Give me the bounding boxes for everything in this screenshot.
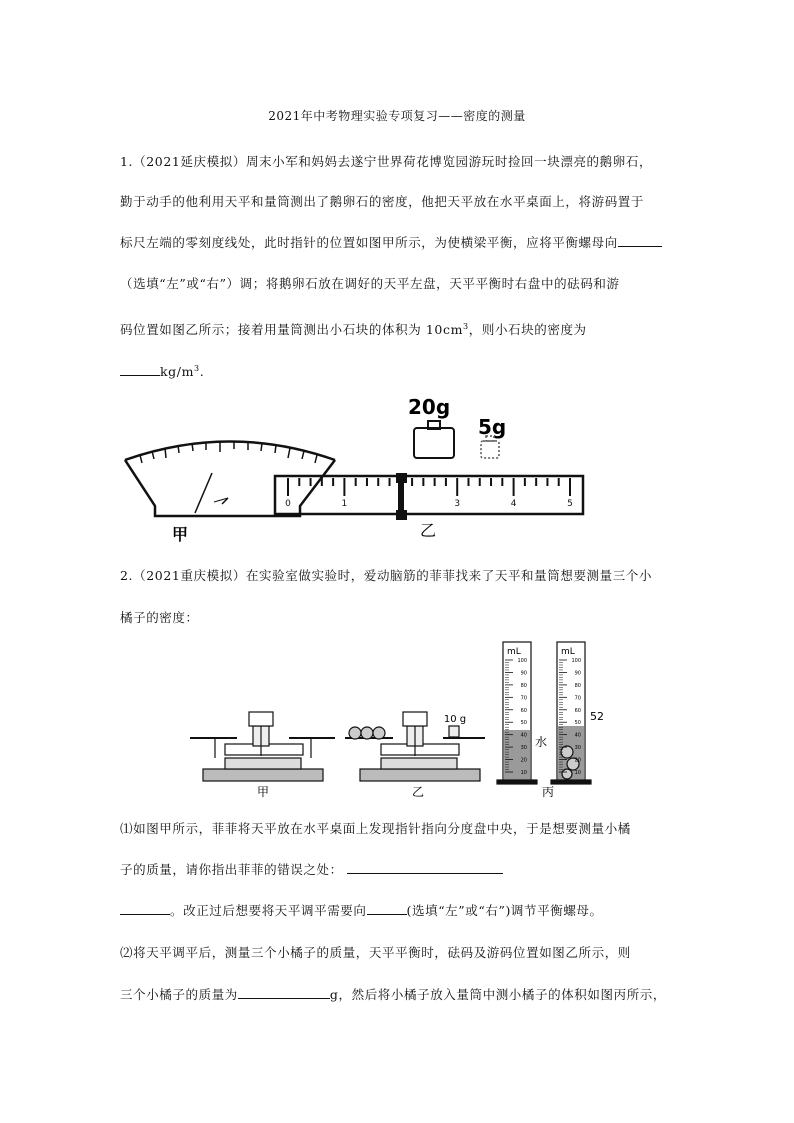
q1-line-5 [120,318,680,339]
q2-fig-label-b: 乙 [411,785,425,799]
q2-blank-direction[interactable] [367,902,407,915]
balance-a-icon [190,712,335,781]
q1-fig-label-b: 乙 [419,521,437,540]
q1-line-3-text: 标尺左端的零刻度线处，此时指针的位置如图甲所示，为使横梁平衡，应将平衡螺母向 [120,235,618,250]
cyl-tick-label: 20 [574,757,581,764]
q2-sub1-line-1: ⑴如图甲所示，菲菲将天平放在水平桌面上发现指针指向分度盘中央，于是想要测量小橘 [120,821,631,836]
cyl-tick-label: 10 [574,770,581,776]
q1-line-5-end: ，则小石块的密度为 [468,322,587,338]
weight-20g-icon [414,421,454,458]
cyl-tick-label: 90 [520,670,527,677]
ruler-tick-label: 0 [285,499,291,509]
cyl-tick-label: 80 [520,682,527,689]
cyl-tick-label: 40 [520,732,527,739]
q1-line-1: 1.（2021延庆模拟）周末小军和妈妈去遂宁世界荷花博览园游玩时捡回一块漂亮的鹅卵石， [120,154,653,169]
q2-sub2-line-1: ⑵将天平调平后，测量三个小橘子的质量，天平平衡时，砝码及游码位置如图乙所示，则 [120,945,631,960]
q2-weight-label: 10 g [443,714,467,725]
ruler-tick-label: 5 [567,499,573,509]
q1-line-6-end: . [199,364,205,380]
q1-blank-density[interactable] [120,363,160,376]
q2-fig-label-a: 甲 [256,785,270,799]
cyl-tick-label: 90 [574,670,581,677]
ruler-tick-label: 1 [341,499,348,509]
cyl-tick-label: 70 [574,695,581,702]
q1-fig-label-a: 甲 [171,525,189,544]
cyl-tick-label: 40 [574,732,581,739]
q2-sub2-line-2-start: 三个小橘子的质量为 [120,987,238,1002]
page-title: 2021年中考物理实验专项复习——密度的测量 [268,109,526,123]
cyl-tick-label: 10 [520,770,527,776]
q2-line-1: 2.（2021重庆模拟）在实验室做实验时，爱动脑筋的菲菲找来了天平和量筒想要测量三个小 [120,568,653,583]
q1-line-5-text: 码位置如图乙所示；接着用量筒测出小石块的体积为 10cm [120,322,464,338]
water-label: 水 [535,735,548,749]
cyl-tick-label: 80 [574,682,581,689]
q1-unit: kg/m [160,364,195,380]
q2-blank-mass[interactable] [238,986,330,999]
cyl-tick-label: 30 [520,745,527,752]
q2-sub1-line-3-mid: 。改正过后想要将天平调平需要向 [170,903,367,918]
q1-blank-direction[interactable] [618,234,662,247]
q1-figure [110,388,600,548]
q1-line-4: （选填“左”或“右”）调；将鹅卵石放在调好的天平左盘，天平平衡时右盘中的砝码和游 [120,276,620,291]
ruler-tick-label: 4 [510,499,517,509]
rider-bottom [396,510,407,520]
cyl-tick-label: 20 [520,757,527,764]
q2-line-2: 橘子的密度： [120,610,199,625]
q2-sub1-line-3-end: (选填“左”或“右”)调节平衡螺母。 [406,903,603,918]
cyl-b-unit: mL [561,647,575,657]
dial-pointer [195,473,212,513]
cyl-tick-label: 50 [574,720,581,727]
q1-line-3 [120,234,680,252]
rider-body [398,480,404,510]
cyl-tick-label: 60 [520,707,527,714]
q1-line-2: 勤于动手的他利用天平和量筒测出了鹅卵石的密度，他把天平放在水平桌面上，将游码置于 [120,194,645,209]
cyl-tick-label: 30 [574,745,581,752]
q1-line-6 [120,360,680,381]
q2-sub2-line-2-end: g，然后将小橘子放入量筒中测小橘子的体积如图丙所示， [329,987,667,1002]
q2-figure [185,636,615,804]
cyl-tick-label: 100 [517,658,527,664]
q2-blank-error[interactable] [347,861,503,874]
cyl-tick-label: 70 [520,695,527,702]
ruler-tick-label: 3 [454,499,461,509]
q1-line-5-sup: 3 [463,322,469,331]
q2-fig-label-c: 丙 [541,785,555,799]
q2-sub1-line-3 [120,902,680,920]
reading-label: 52 [590,710,604,723]
q2-sub2-line-2 [120,986,680,1004]
q1-unit-sup: 3 [194,364,200,373]
weight-5g-label: 5g [478,415,507,439]
cyl-tick-label: 50 [520,720,527,727]
q2-sub1-line-2 [120,861,680,879]
q2-blank-error-cont[interactable] [120,902,170,915]
weight-20g-label: 20g [408,395,451,419]
weight-5g-icon [481,436,499,458]
cyl-tick-label: 60 [574,707,581,714]
cyl-tick-label: 100 [571,658,581,664]
q2-sub1-line-2-text: 子的质量，请你指出菲菲的错误之处： [120,862,343,877]
cyl-a-unit: mL [507,647,521,657]
